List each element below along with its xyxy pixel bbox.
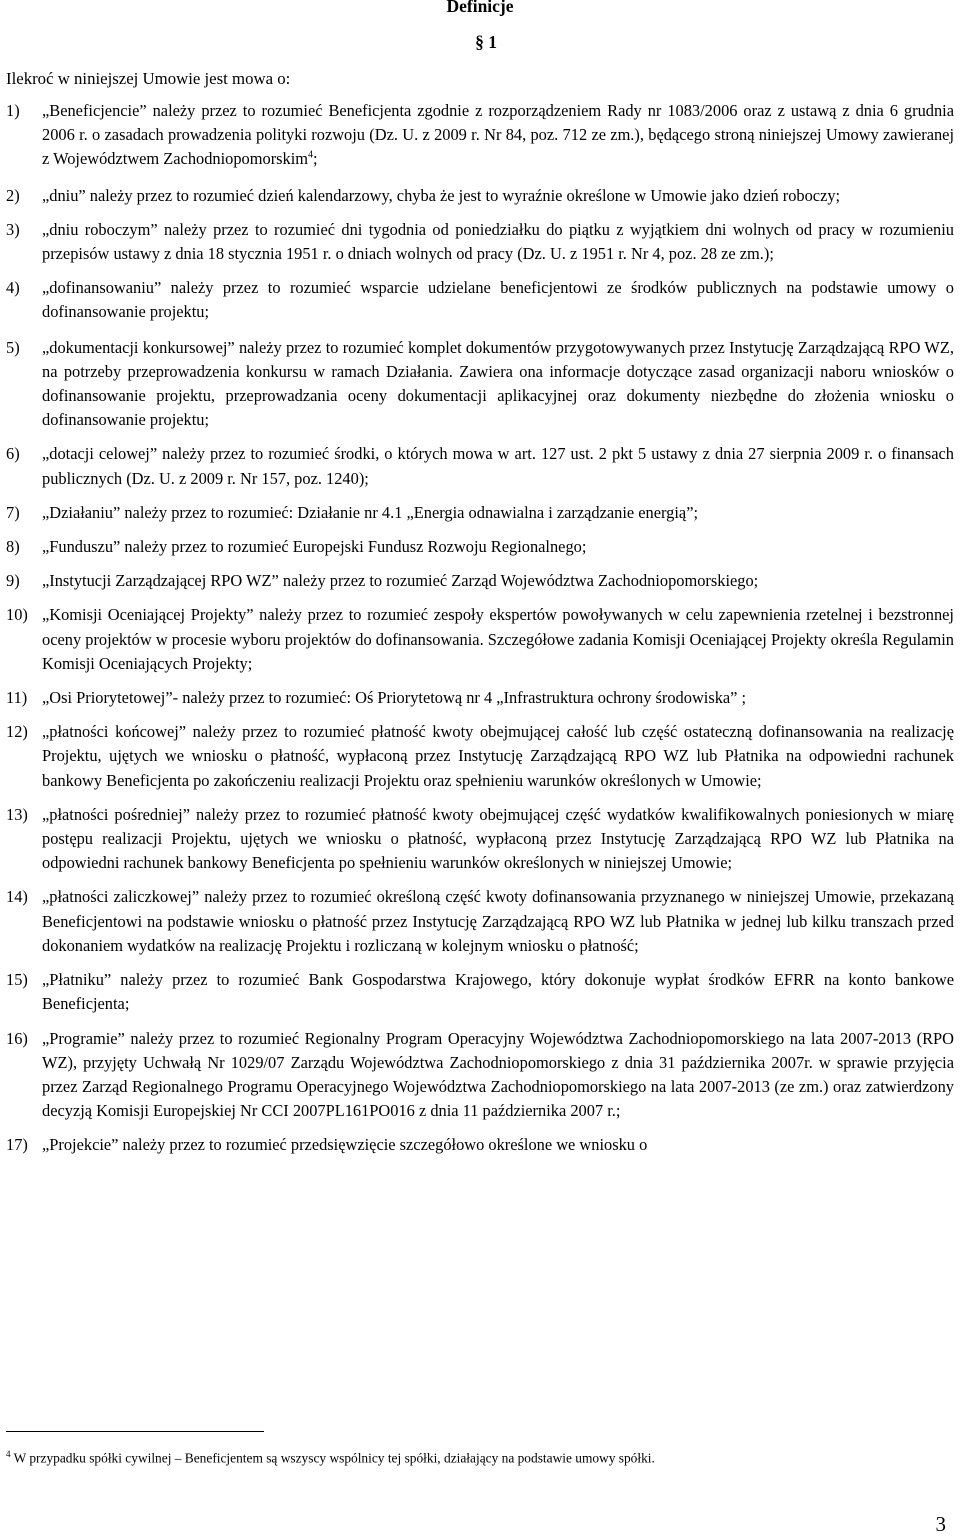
definition-item-4	[6, 276, 954, 324]
item-number: 13)	[6, 804, 28, 824]
definition-item-5	[6, 336, 954, 433]
item-number: 12)	[6, 722, 28, 742]
definitions-list	[6, 99, 954, 1158]
item-text: „płatności pośredniej” należy przez to rozumieć płatność kwoty obejmującej część wydatków kwalifikowalnych poniesionych w miarę postępu realizacji Projektu, ujętych we wniosku o płatność, wypłaconą przez Instytucję Zarządzającą RPO WZ lub Płatnika na odpowiedni rachunek bankowy Beneficjenta po spełnieniu warunków określonych w niniejszej Umowie;	[42, 804, 954, 873]
item-text: „Beneficjencie” należy przez to rozumieć Beneficjenta zgodnie z rozporządzeniem Rady nr 1083/2006 oraz z ustawą z dnia 6 grudnia 2006 r. o zasadach prowadzenia polityki rozwoju (Dz. U. z 2009 r. Nr 84, poz. 712 ze zm.), będącego stroną niniejszej Umowy zawieranej z Województwem Zachodniopomorskim$^4$;	[42, 101, 954, 169]
definition-item-14	[6, 885, 954, 958]
item-number: 11)	[6, 688, 28, 708]
item-text: „Działaniu” należy przez to rozumieć: Działanie nr 4.1 „Energia odnawialna i zarządzanie energią”;	[42, 502, 699, 522]
definition-item-12	[6, 720, 954, 793]
intro-text: Ilekroć w niniejszej Umowie jest mowa o:	[6, 69, 291, 88]
section-number: § 1	[475, 32, 497, 52]
item-text: „dokumentacji konkursowej” należy przez to rozumieć komplet dokumentów przygotowywanych przez Instytucję Zarządzającą RPO WZ, na potrzeby przeprowadzenia konkursu w ramach Działania. Zawiera ona informacje dotyczące zasad organizacji naboru wniosków o dofinansowanie projektu, przeprowadzania oceny dokumentacji aplikacyjnej oraz dokumenty niezbędne do złożenia wniosku o dofinansowanie projektu;	[42, 337, 954, 430]
footnote	[6, 1445, 954, 1467]
item-text: „płatności końcowej” należy przez to rozumieć płatność kwoty obejmującej całość lub część ostateczną dofinansowania na realizację Projektu, ujętych we wniosku o płatność, wypłaconą przez Instytucję Zarządzającą RPO WZ lub Płatnika na odpowiedni rachunek bankowy Beneficjenta po zakończeniu realizacji Projektu oraz spełnieniu warunków określonych w Umowie;	[42, 722, 954, 790]
item-number: 4)	[6, 278, 20, 298]
item-text: „Płatniku” należy przez to rozumieć Bank Gospodarstwa Krajowego, który dokonuje wypłat środków EFRR na konto bankowe Beneficjenta;	[42, 970, 954, 1014]
item-number: 2)	[6, 185, 20, 205]
definition-item-3	[6, 218, 954, 266]
definition-item-10	[6, 603, 954, 676]
item-text: „dniu” należy przez to rozumieć dzień kalendarzowy, chyba że jest to wyraźnie określone w Umowie jako dzień roboczy;	[42, 185, 841, 205]
definition-item-8	[6, 535, 954, 559]
item-text: „Programie” należy przez to rozumieć Regionalny Program Operacyjny Województwa Zachodniopomorskiego na lata 2007-2013 (RPO WZ), przyjęty Uchwałą Nr 1029/07 Zarządu Województwa Zachodniopomorskiego z dnia 31 października 2007r. w sprawie przyjęcia przez Zarząd Regionalnego Programu Operacyjnego Województwa Zachodniopomorskiego na lata 2007-2013 (ze zm.) oraz zatwierdzony decyzją Komisji Europejskiej Nr CCI 2007PL161PO016 z dnia 11 października 2007 r.;	[42, 1028, 954, 1121]
item-number: 8)	[6, 537, 20, 557]
footnote-text: W przypadku spółki cywilnej – Beneficjentem są wszyscy wspólnicy tej spółki, działający na podstawie umowy spółki.	[10, 1450, 655, 1466]
definition-item-1	[6, 99, 954, 172]
item-number: 14)	[6, 887, 28, 907]
document-heading: Definicje	[446, 0, 514, 16]
page-number: 3	[935, 1512, 946, 1536]
item-text: „płatności zaliczkowej” należy przez to rozumieć określoną część kwoty dofinansowania przyznanego w niniejszej Umowie, przekazaną Beneficjentowi na podstawie wniosku o płatność przez Instytucję Zarządzającą RPO WZ lub Płatnika w jednej lub kilku transzach przed dokonaniem wydatków na realizację Projektu i rozliczaną w kolejnym wniosku o płatność;	[42, 887, 954, 955]
item-number: 6)	[6, 444, 20, 464]
item-number: 15)	[6, 970, 28, 990]
item-number: 16)	[6, 1028, 28, 1048]
definition-item-11	[6, 686, 954, 710]
item-text: „Komisji Oceniającej Projekty” należy przez to rozumieć zespoły ekspertów powoływanych w celu zapewnienia rzetelnej i bezstronnej oceny projektów w procesie wyboru projektów do dofinansowania. Szczegółowe zadania Komisji Oceniającej Projekty określa Regulamin Komisji Oceniających Projekty;	[42, 605, 954, 673]
item-number: 17)	[6, 1135, 28, 1155]
definition-item-16	[6, 1027, 954, 1124]
footnote-reference: 4	[308, 149, 314, 161]
item-text: „Projekcie” należy przez to rozumieć przedsięwzięcie szczegółowo określone we wniosku o	[42, 1135, 648, 1155]
definition-item-13	[6, 803, 954, 876]
item-text: „dofinansowaniu” należy przez to rozumieć wsparcie udzielane beneficjentowi ze środków publicznych na podstawie umowy o dofinansowanie projektu;	[42, 278, 954, 322]
item-number: 10)	[6, 605, 28, 625]
definition-item-6	[6, 442, 954, 490]
definition-item-2	[6, 184, 954, 208]
definition-item-17	[6, 1133, 954, 1157]
footnote-separator	[6, 1431, 264, 1432]
item-text: „Osi Priorytetowej”- należy przez to rozumieć: Oś Priorytetową nr 4 „Infrastruktura ochrony środowiska” ;	[42, 688, 747, 708]
item-text: „Instytucji Zarządzającej RPO WZ” należy przez to rozumieć Zarząd Województwa Zachodniopomorskiego;	[42, 571, 759, 591]
item-text: „dotacji celowej” należy przez to rozumieć środki, o których mowa w art. 127 ust. 2 pkt 5 ustawy z dnia 27 sierpnia 2009 r. o finansach publicznych (Dz. U. z 2009 r. Nr 157, poz. 1240);	[42, 444, 954, 488]
item-number: 3)	[6, 219, 20, 239]
item-number: 1)	[6, 101, 20, 120]
definition-item-7	[6, 501, 954, 525]
definition-item-15	[6, 968, 954, 1016]
item-number: 5)	[6, 337, 20, 357]
item-text: „Funduszu” należy przez to rozumieć Europejski Fundusz Rozwoju Regionalnego;	[42, 537, 587, 557]
item-number: 9)	[6, 571, 20, 591]
definition-item-9	[6, 569, 954, 593]
item-number: 7)	[6, 502, 20, 522]
item-text: „dniu roboczym” należy przez to rozumieć dni tygodnia od poniedziałku do piątku z wyjątkiem dni wolnych od pracy w rozumieniu przepisów ustawy z dnia 18 stycznia 1951 r. o dniach wolnych od pracy (Dz. U. z 1951 r. Nr 4, poz. 28 ze zm.);	[42, 219, 954, 264]
footnote-marker: 4	[6, 1449, 11, 1459]
